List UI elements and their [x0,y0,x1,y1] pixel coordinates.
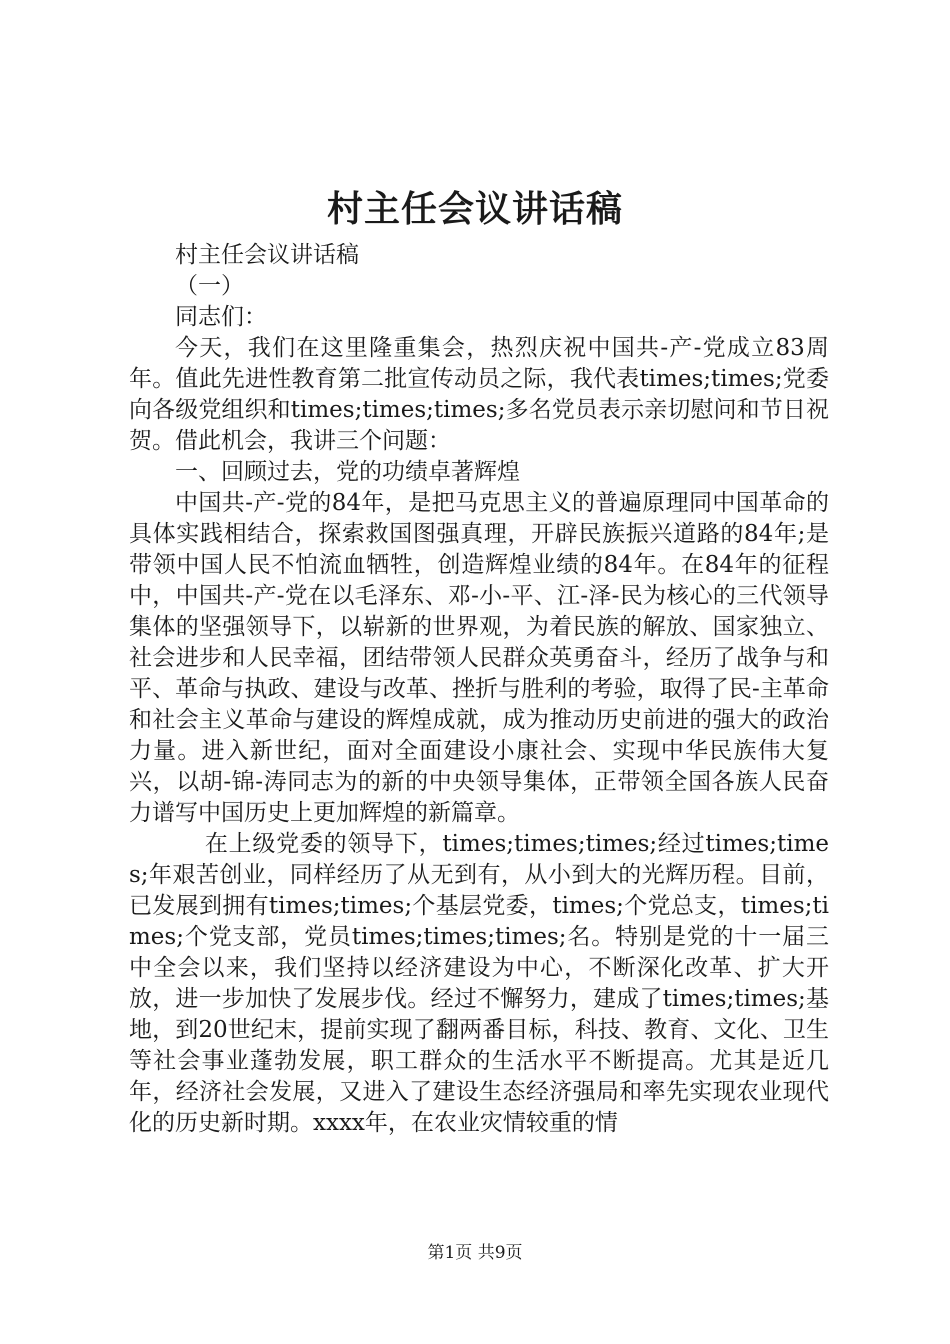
paragraph-salutation: 同志们： [175,304,267,330]
document-title: 村主任会议讲话稿 [326,188,623,230]
paragraph-section-number: （一） [175,273,244,299]
paragraph-local-development: 在上级党委的领导下，times;times;times;经过times;times;年艰苦创业，同样经历了从无到有，从小到大的光辉历程。目前，已发展到拥有times;times;个基层党委，times;个党总支，times;times;个党支部，党员times;times;times;名。特别是党的十一届三中全会以来，我们坚持以经济建设为中心，不断深化改革、扩大开放，进一步加快了发展步伐。经过不懈努力，建成了times;times;基地，到20世纪末，提前实现了翻两番目标，科技、教育、文化、卫生等社会事业蓬勃发展，职工群众的生活水平不断提高。尤其是近几年，经济社会发展，又进入了建设生态经济强局和率先实现农业现代化的历史新时期。xxxx年，在农业灾情较重的情 [129,831,829,1136]
paragraph-heading-1: 一、回顾过去，党的功绩卓著辉煌 [175,459,520,485]
paragraph-history: 中国共-产-党的84年，是把马克思主义的普遍原理同中国革命的具体实践相结合，探索救国图强真理，开辟民族振兴道路的84年;是带领中国人民不怕流血牺牲，创造辉煌业绩的84年。在84年的征程中，中国共-产-党在以毛泽东、邓-小-平、江-泽-民为核心的三代领导集体的坚强领导下，以崭新的世界观，为着民族的解放、国家独立、社会进步和人民幸福，团结带领人民群众英勇奋斗，经历了战争与和平、革命与执政、建设与改革、挫折与胜利的考验，取得了民-主革命和社会主义革命与建设的辉煌成就，成为推动历史前进的强大的政治力量。进入新世纪，面对全面建设小康社会、实现中华民族伟大复兴，以胡-锦-涛同志为的新的中央领导集体，正带领全国各族人民奋力谱写中国历史上更加辉煌的新篇章。 [129,490,829,826]
page-footer: 第1页 共9页 [427,1243,523,1263]
paragraph-opening: 今天，我们在这里隆重集会，热烈庆祝中国共-产-党成立83周年。值此先进性教育第二批宣传动员之际，我代表times;times;党委向各级党组织和times;times;times;多名党员表示亲切慰问和节日祝贺。借此机会，我讲三个问题： [129,335,829,454]
paragraph-subtitle: 村主任会议讲话稿 [175,242,359,268]
document-body [129,240,829,1139]
